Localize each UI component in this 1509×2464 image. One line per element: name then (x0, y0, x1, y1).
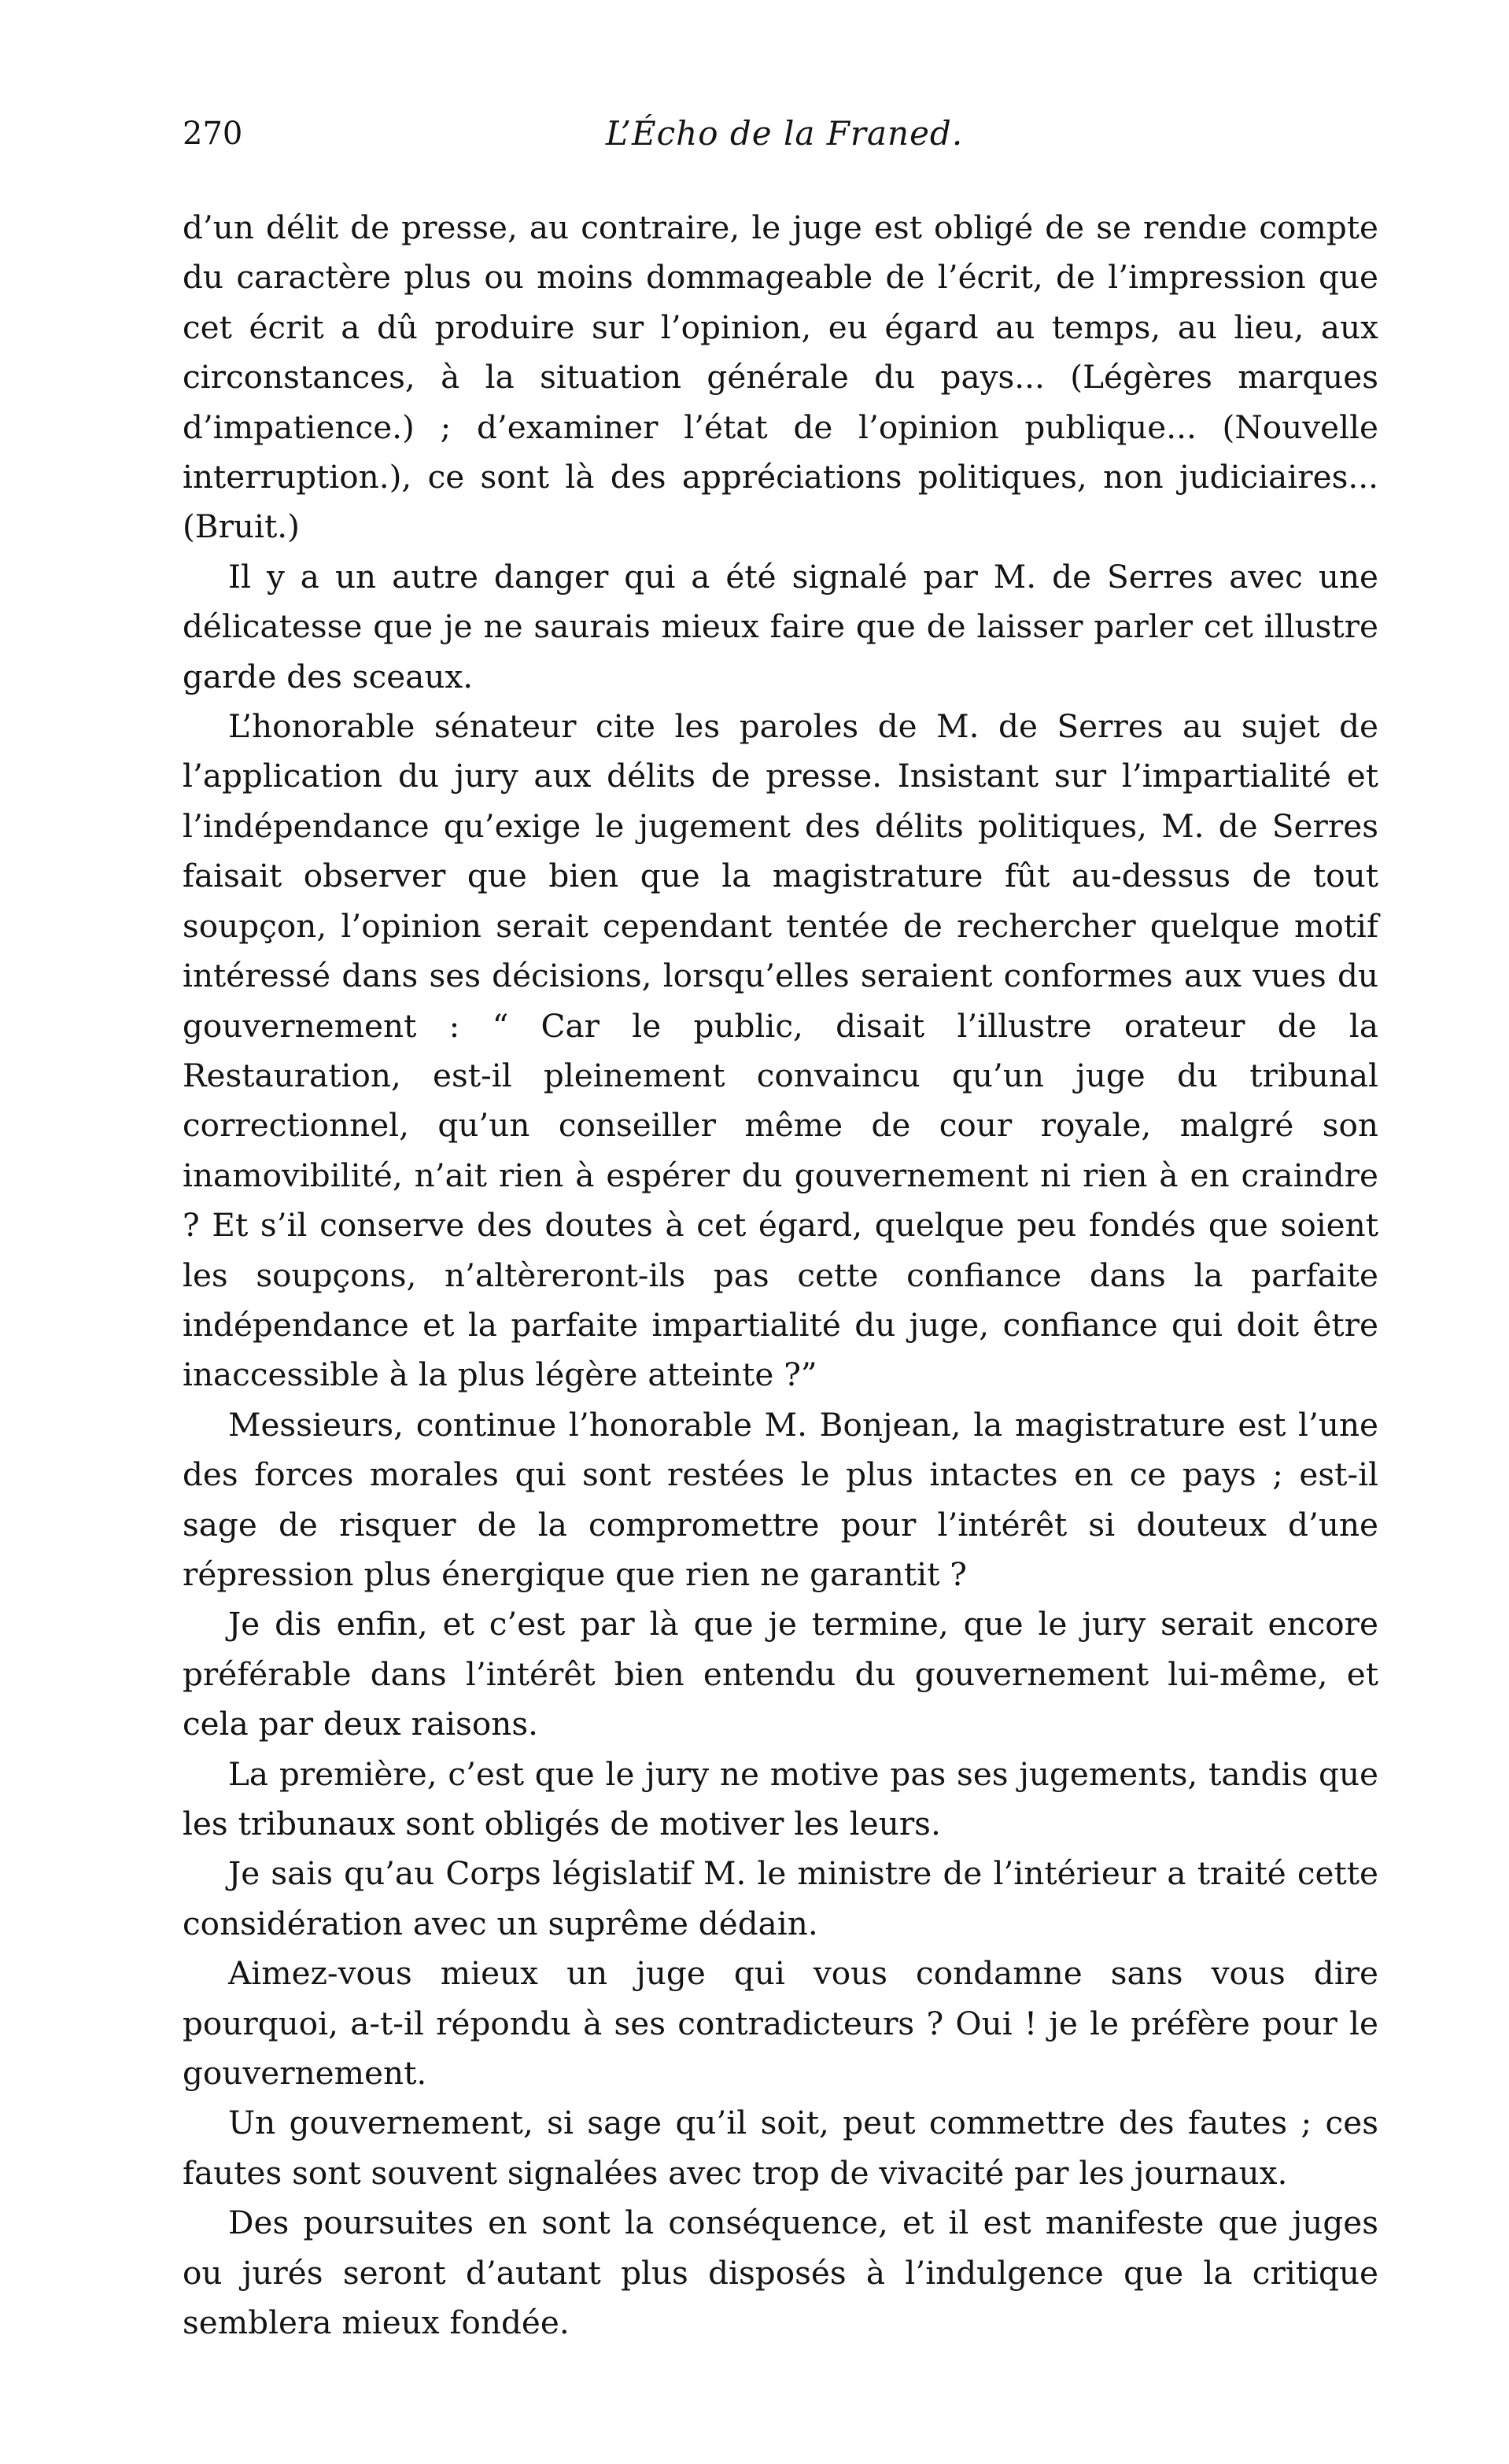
running-title: L’Écho de la Franed. (605, 114, 964, 153)
paragraph: La première, c’est que le jury ne motive pas ses jugements, tandis que les tribunaux sont obligés de motiver les leurs. (183, 1754, 1378, 1842)
paragraph: Un gouvernement, si sage qu’il soit, peut commettre des fautes ; ces fautes sont souvent signalées avec trop de vivacité par les journaux. (183, 2104, 1378, 2192)
page-number: 270 (183, 116, 243, 152)
paragraph: Il y a un autre danger qui a été signalé par M. de Serres avec une délicatesse que je ne saurais mieux faire que de laisser parler cet illustre garde des sceaux. (183, 557, 1378, 695)
paragraph: Messieurs, continue l’honorable M. Bonjean, la magistrature est l’une des forces morales qui sont restées le plus intactes en ce pays ; est-il sage de risquer de la compromettre pour l’intérêt si douteux d’une répression plus énergique que rien ne garantit ? (183, 1405, 1378, 1593)
paragraph: L’honorable sénateur cite les paroles de M. de Serres au sujet de l’application du jury aux délits de presse. Insistant sur l’impartialité et l’indépendance qu’exige le jugement des délits politiques, M. de Serres faisait observer que bien que la magistrature fût au-dessus de tout soupçon, l’opinion serait cependant tentée de rechercher quelque motif intéressé dans ses décisions, lorsqu’elles seraient conformes aux vues du gouvernement : “ Car le public, disait l’illustre orateur de la Restauration, est-il pleinement convaincu qu’un juge du tribunal correctionnel, qu’un conseiller même de cour royale, malgré son inamovibilité, n’ait rien à espérer du gouvernement ni rien à en craindre ? Et s’il conserve des doutes à cet égard, quelque peu fondés que soient les soupçons, n’altèreront-ils pas cette confiance dans la parfaite indépendance et la parfaite impartialité du juge, confiance qui doit être inaccessible à la plus légère atteinte ?” (183, 707, 1378, 1394)
paragraph: Aimez-vous mieux un juge qui vous condamne sans vous dire pourquoi, a-t-il répondu à ses contradicteurs ? Oui ! je le préfère pour le gouvernement. (183, 1954, 1378, 2093)
body-text (183, 203, 1378, 2348)
paragraph: Je sais qu’au Corps législatif M. le ministre de l’intérieur a traité cette considération avec un suprême dédain. (183, 1854, 1378, 1942)
paragraph: Je dis enfin, et c’est par là que je termine, que le jury serait encore préférable dans l’intérêt bien entendu du gouvernement lui-même, et cela par deux raisons. (183, 1605, 1378, 1743)
paragraph: d’un délit de presse, au contraire, le juge est obligé de se rendıe compte du caractère plus ou moins dommageable de l’écrit, de l’impression que cet écrit a dû produire sur l’opinion, eu égard au temps, au lieu, aux circonstances, à la situation générale du pays... (Légères marques d’impatience.) ; d’examiner l’état de l’opinion publique... (Nouvelle interruption.), ce sont là des appréciations politiques, non judiciaires... (Bruit.) (183, 208, 1378, 546)
paragraph: Des poursuites en sont la conséquence, et il est manifeste que juges ou jurés seront d’autant plus disposés à l’indulgence que la critique semblera mieux fondée. (183, 2204, 1378, 2342)
page-header (183, 110, 1386, 157)
